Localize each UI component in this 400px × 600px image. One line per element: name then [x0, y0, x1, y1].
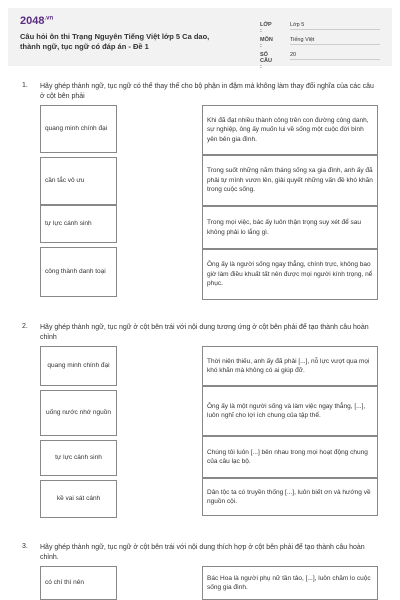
document-title: Câu hỏi ôn thi Trạng Nguyên Tiếng Việt lớp 5 Ca dao, thành ngữ, tục ngữ có đáp án - Đề 1 [20, 32, 210, 51]
match-right-item[interactable]: Ông ấy là một người sống và làm việc ngay thẳng, [...], luôn nghĩ cho lợi ích chung của tập thể. [202, 386, 378, 436]
question-text: Hãy ghép thành ngữ, tục ngữ ở cột bên trái với nội dung tương ứng ở cột bên phải để tạo thành câu hoàn chỉnh [40, 324, 369, 341]
question-number: 1. [22, 82, 28, 89]
match-left-item[interactable]: cần tắc vô ưu [40, 157, 117, 205]
match-left-item[interactable]: kề vai sát cánh [40, 480, 117, 518]
match-left-item[interactable]: uống nước nhớ nguồn [40, 390, 117, 436]
match-left-item[interactable]: tự lực cánh sinh [40, 440, 117, 476]
match-left-item[interactable]: quang minh chính đại [40, 105, 117, 153]
document-header: $2048^{.vn}$ Câu hỏi ôn thi Trạng Nguyên Tiếng Việt lớp 5 Ca dao, thành ngữ, tục ngữ có đáp án - Đề 1 LỚP : Lớp 5 MÔN : Tiếng Việt SỐ CÂU : 20 [8, 8, 392, 66]
match-right-item[interactable]: Ông ấy là người sống ngay thẳng, chính trực, không bao giờ làm điều khuất tất nên được mọi người kính trọng, nể phục. [202, 249, 378, 300]
match-right-item[interactable]: Trong mọi việc, bác ấy luôn thận trọng suy xét để sau không phải lo lắng gì. [202, 206, 378, 249]
match-left-item[interactable]: công thành danh toại [40, 247, 117, 297]
site-logo[interactable]: $2048^{.vn}$ [20, 15, 54, 27]
question-text: Hãy ghép thành ngữ, tục ngữ ở cột bên trái với nội dung thích hợp ở cột bên phải để tạo thành câu hoàn chỉnh. [40, 544, 365, 561]
match-right-item[interactable]: Dân tộc ta có truyền thống [...], luôn biết ơn và hướng về nguồn cội. [202, 478, 378, 516]
match-right-item[interactable]: Trong suốt những năm tháng sống xa gia đình, anh ấy đã phải tự mình vươn lên, giải quyết những vấn đề khó khăn trong cuộc sống. [202, 155, 378, 206]
question-text: Hãy ghép thành ngữ, tục ngữ có thể thay thế cho bộ phận in đậm mà không làm thay đổi nghĩa của các câu ở cột bên phải [40, 83, 374, 100]
question-number: 3. [22, 543, 28, 550]
match-right-item[interactable]: Khi đã đạt nhiều thành công trên con đường công danh, sự nghiệp, ông ấy muốn lui về sống một cuộc đời bình yên bên gia đình. [202, 105, 378, 155]
match-left-item[interactable]: có chí thì nên [40, 566, 117, 600]
match-right-item[interactable]: Chúng tôi luôn [...] bên nhau trong mọi hoạt động chung của câu lạc bộ. [202, 436, 378, 478]
match-right-item[interactable]: Bác Hoa là người phụ nữ tần tảo, [...], luôn chăm lo cuộc sống gia đình. [202, 566, 378, 600]
match-left-item[interactable]: quang minh chính đại [40, 346, 117, 386]
match-right-item[interactable]: Thời niên thiếu, anh ấy đã phải [...], nỗ lực vượt qua mọi khó khăn mà không có ai giúp đỡ. [202, 346, 378, 386]
question-number: 2. [22, 323, 28, 330]
match-left-item[interactable]: tự lực cánh sinh [40, 205, 117, 243]
